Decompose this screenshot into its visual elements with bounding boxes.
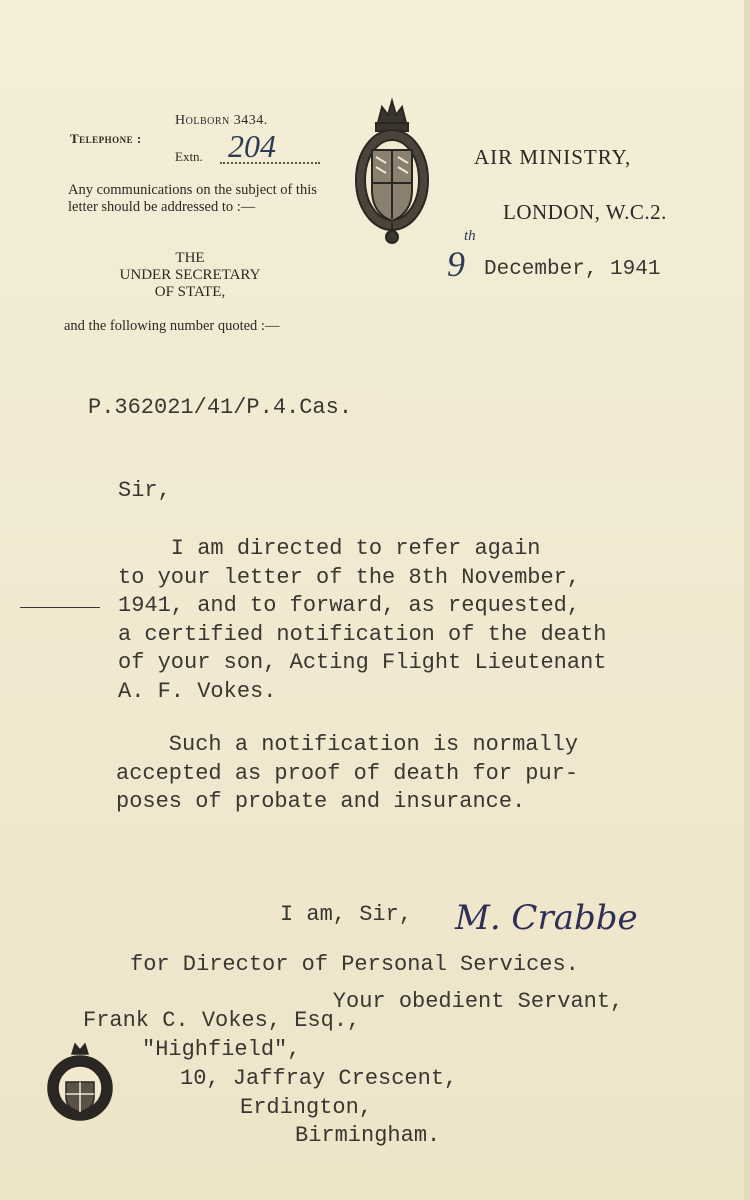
addressee-block	[85, 250, 295, 301]
telephone-label: Telephone :	[70, 131, 142, 146]
quote-note: and the following number quoted :—	[64, 318, 280, 334]
margin-rule	[20, 607, 100, 608]
body-paragraph-1: I am directed to refer again to your letter of the 8th November, 1941, and to forward, as requested, a certified notification of the death of your son, Acting Flight Lieutenant A. F. Vokes.	[118, 536, 607, 704]
addressee-line: THE	[175, 250, 205, 266]
recipient-street: 10, Jaffray Crescent,	[180, 1066, 458, 1091]
addressee-line: OF STATE,	[154, 284, 226, 300]
signatory-title: for Director of Personal Services.	[130, 952, 579, 977]
recipient-name: Frank C. Vokes, Esq.,	[83, 1008, 361, 1033]
extension-value: 204	[228, 128, 276, 164]
disabled-men-scheme-badge-icon	[42, 1042, 118, 1122]
paper-edge	[744, 0, 750, 1200]
body-paragraph-2: Such a notification is normally accepted as proof of death for pur- poses of probate and insurance.	[116, 732, 579, 814]
handwritten-day: 9	[447, 244, 465, 284]
ministry-location: LONDON, W.C.2.	[503, 200, 667, 224]
extension-label: Extn.	[175, 149, 203, 164]
closing-line-2: Your obedient Servant,	[280, 989, 624, 1014]
recipient-house: "Highfield",	[142, 1037, 301, 1062]
salutation: Sir,	[118, 478, 171, 503]
handwritten-day-suffix: th	[464, 228, 476, 244]
typed-date: December, 1941	[484, 258, 661, 281]
addressee-line: UNDER SECRETARY	[119, 267, 261, 283]
recipient-district: Erdington,	[240, 1095, 373, 1120]
royal-crest-icon	[348, 95, 436, 247]
ministry-name: AIR MINISTRY,	[474, 145, 632, 169]
closing-line-1: I am, Sir,	[280, 902, 413, 927]
signature: M. Crabbe	[455, 898, 638, 938]
communications-note: Any communications on the subject of this letter should be addressed to :—	[68, 182, 317, 215]
reference-number: P.362021/41/P.4.Cas.	[88, 395, 353, 420]
recipient-city: Birmingham.	[295, 1123, 441, 1148]
telephone-number: Holborn 3434.	[175, 113, 268, 128]
